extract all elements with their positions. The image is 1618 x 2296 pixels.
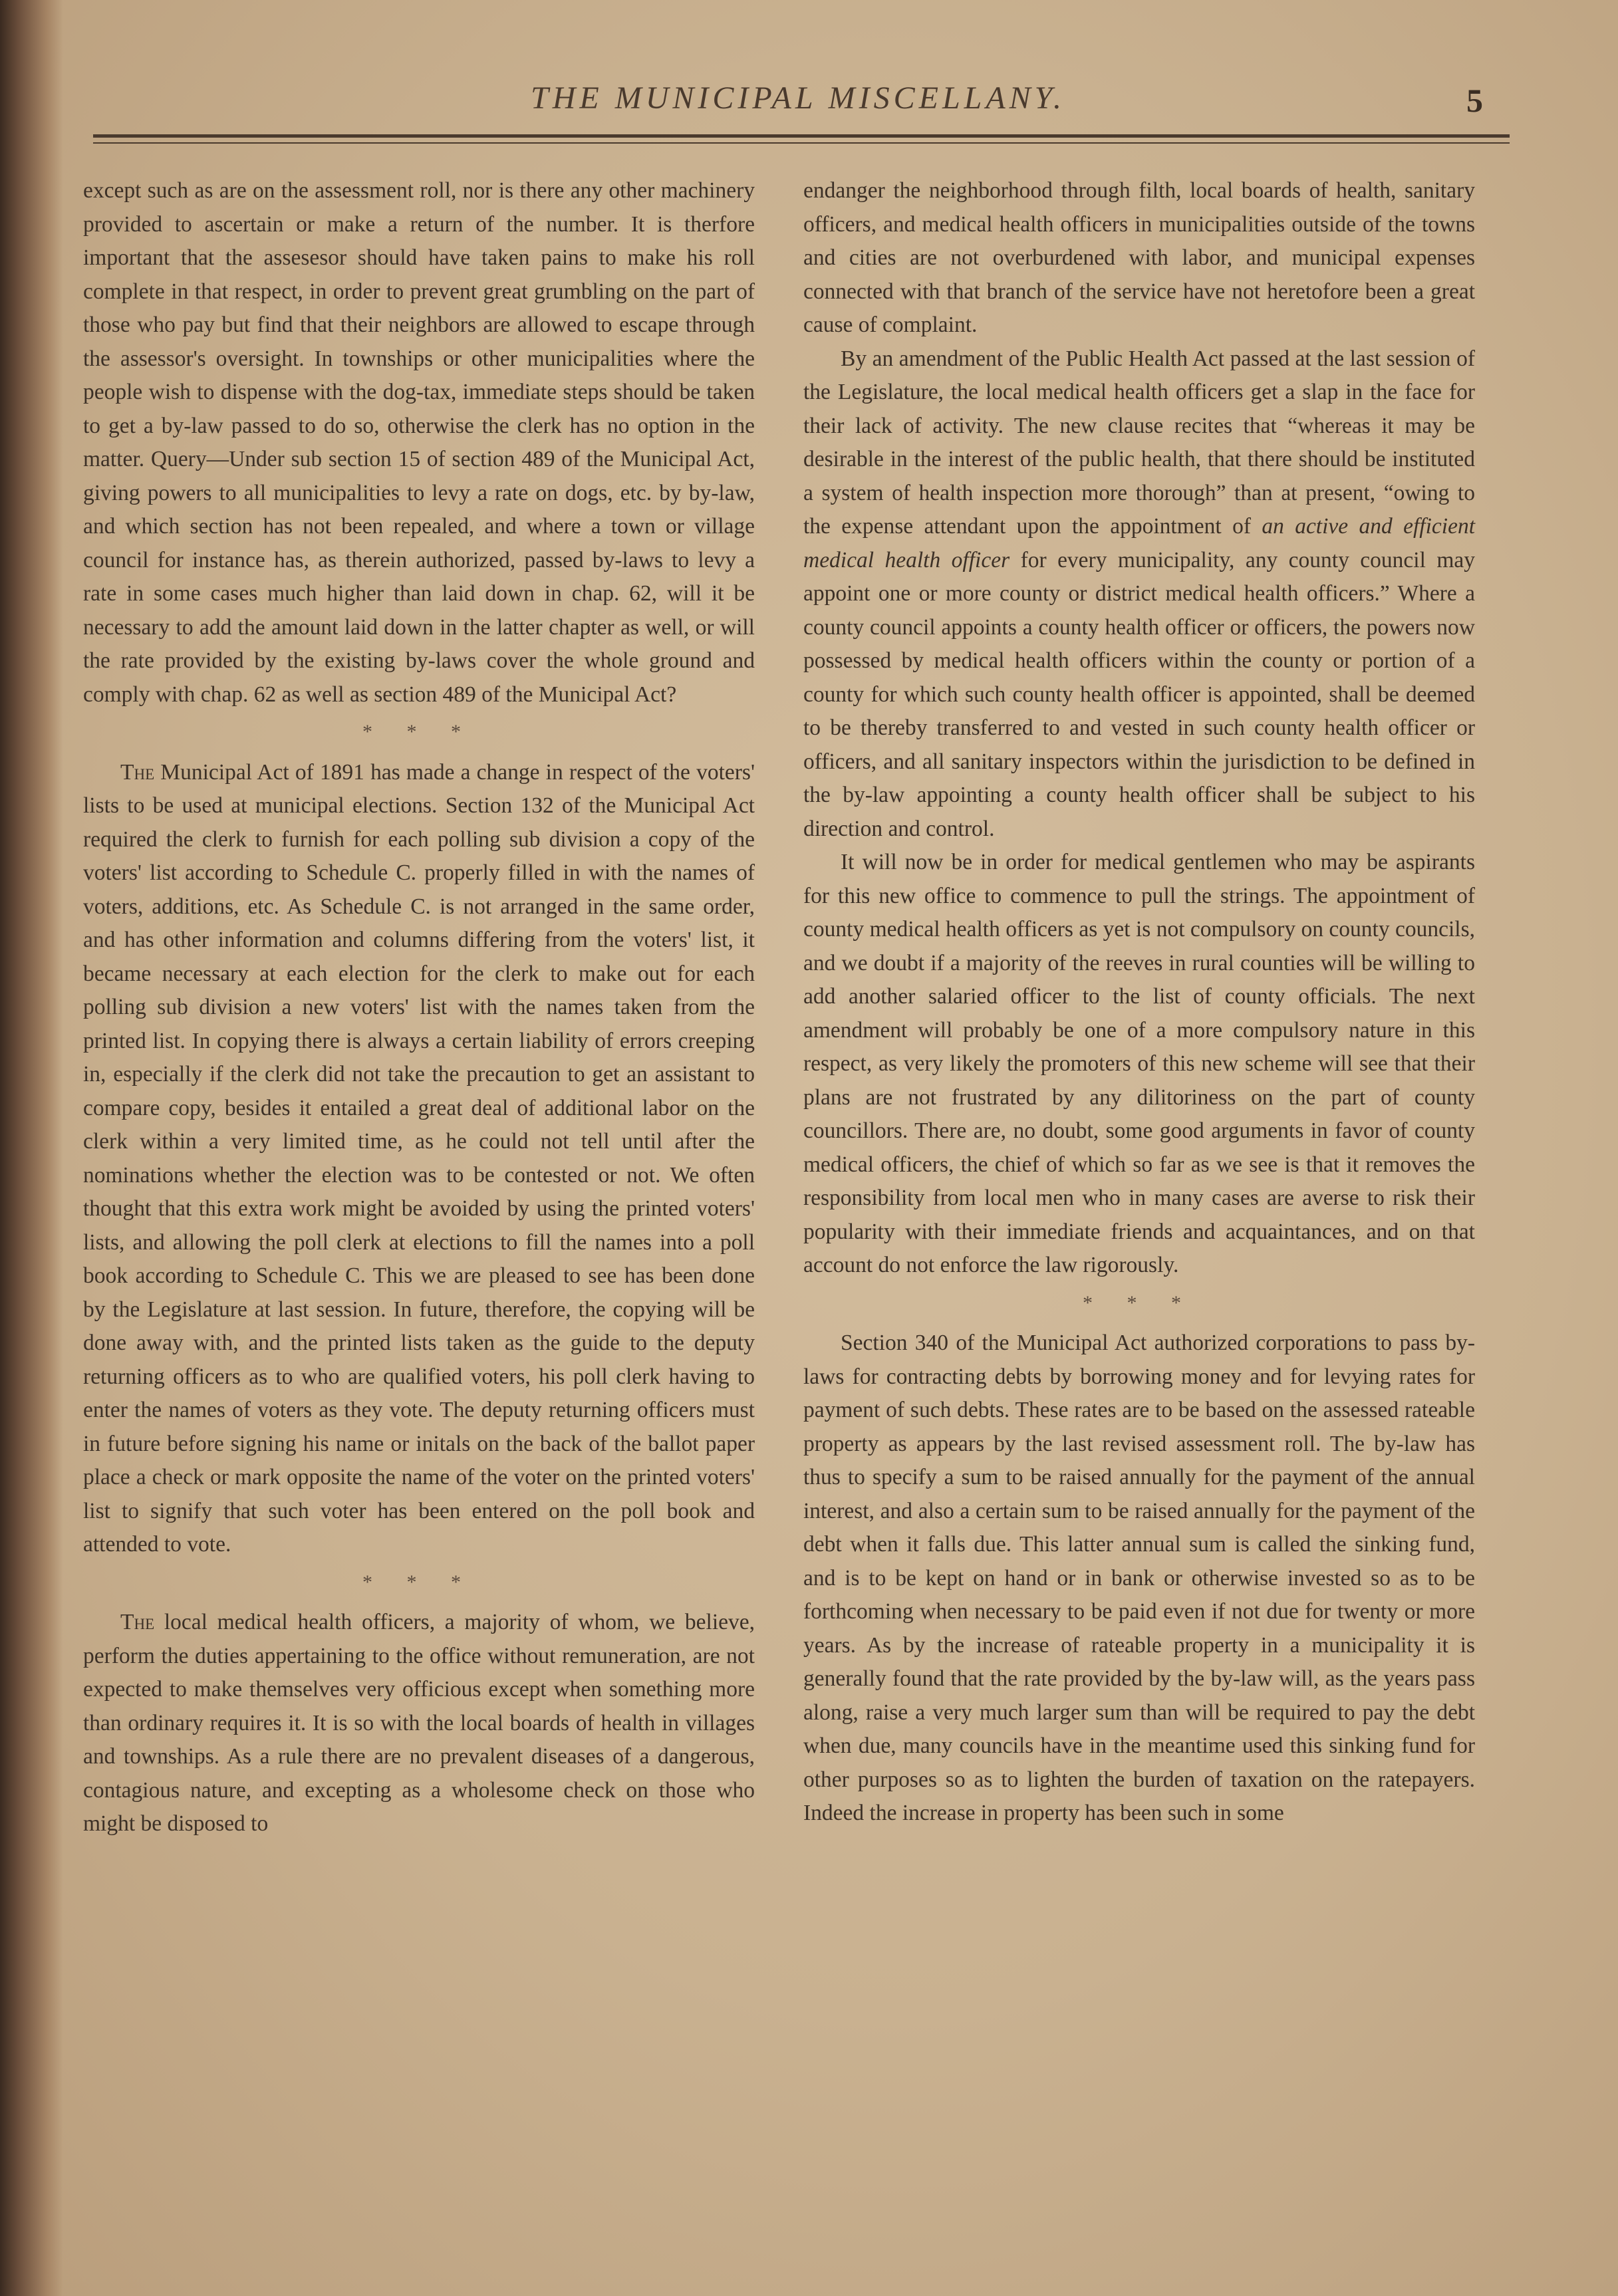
paragraph-text: By an amendment of the Public Health Act passed at the last session of the Legislature, the local medical health officers get a slap in the face for their lack of activity. The new clause recites that “whereas it may be desirable in the interest of the public health, that there should be instituted a system of health inspection more thorough” than at present, “owing to the expense attendant upon the appointment of: [803, 346, 1475, 539]
right-paragraph-4: Section 340 of the Municipal Act authorized corporations to pass by-laws for contracting debts by borrowing money and for levying rates for payment of such debts. These rates are to be based on the assessed rateable property as appears by the last revised assessment roll. The by-law has thus to specify a sum to be raised annually for the payment of the annual interest, and also a certain sum to be raised annually for the payment of the debt when it falls due. This latter annual sum is called the sinking fund, and is to be kept on hand or in bank or otherwise invested so as to be forthcoming when necessary to be paid even if not due for twenty or more years. As by the increase of rateable property in a municipality it is generally found that the rate provided by the by-law will, as the years pass along, raise a very much larger sum than will be required to pay the debt when due, many councils have in the meantime used this sinking fund for other purposes so as to lighten the burden of taxation on the ratepayers. Indeed the increase in property has been such in some: [803, 1331, 1475, 1825]
right-paragraph-1: endanger the neighborhood through filth, local boards of health, sanitary officers, and medical health officers in municipalities outside of the towns and cities are not overburdened with labor, and municipal expenses connected with that branch of the service have not heretofore been a great cause of complaint.: [803, 178, 1475, 337]
italic-phrase: an active and efficient medical health officer: [803, 514, 1475, 573]
right-paragraph-3: It will now be in order for medical gentlemen who may be aspirants for this new office to commence to pull the strings. The appointment of county medical health officers as yet is not compulsory on county councils, and we doubt if a majority of the reeves in rural counties will be willing to add another salaried officer to the list of county officials. The next amendment will probably be one of a more compulsory nature in this respect, as very likely the promoters of this new scheme will see that their plans are not frustrated by any dilitoriness on the part of county councillors. There are, no doubt, some good arguments in favor of county medical officers, the chief of which so far as we see is that it removes the responsibility from local men who in many cases are averse to risk their popularity with their immediate friends and acquaintances, and on that account do not enforce the law rigorously.: [803, 850, 1475, 1277]
header-rule-thick: [93, 134, 1510, 138]
left-column: [83, 174, 755, 1841]
right-paragraph-2: [803, 342, 1475, 846]
section-separator: * * *: [362, 1571, 475, 1593]
lead-word: The: [120, 1610, 155, 1634]
header-rule-thin: [93, 142, 1510, 144]
paragraph-body: Municipal Act of 1891 has made a change in respect of the voters' lists to be used at municipal elections. Section 132 of the Municipal Act required the clerk to furnish for each polling sub division a copy of the voters' list according to Schedule C. properly filled in with the names of voters, additions, etc. As Schedule C. is not arranged in the same order, and has other information and columns differing from the voters' list, it became necessary at each election for the clerk to make out for each polling sub division a new voters' list with the names taken from the printed list. In copying there is always a certain liability of errors creeping in, especially if the clerk did not take the precaution to get an assistant to compare copy, besides it entailed a great deal of additional labor on the clerk within a very limited time, as he could not tell until after the nominations whether the election was to be contested or not. We often thought that this extra work might be avoided by using the printed voters' lists, and allowing the poll clerk at elections to fill the names into a poll book according to Schedule C. This we are pleased to see has been done by the Legislature at last session. In future, therefore, the copying will be done away with, and the printed lists taken as the guide to the deputy returning officers as to who are qualified voters, his poll clerk having to enter the names of voters as they vote. The deputy returning officers must in future before signing his name or initals on the back of the ballot paper place a check or mark opposite the name of the voter on the printed voters' list to signify that such voter has been entered on the poll book and attended to vote.: [83, 759, 755, 1557]
left-paragraph-1: except such as are on the assessment roll, nor is there any other machinery provided to ascertain or make a return of the number. It is therfore important that the assesesor should have taken pains to make his roll complete in that respect, in order to prevent great grumbling on the part of those who pay but find that their neighbors are allowed to escape through the assessor's oversight. In townships or other municipalities where the people wish to dispense with the dog-tax, immediate steps should be taken to get a by-law passed to do so, otherwise the clerk has no option in the matter. Query—Under sub section 15 of section 489 of the Municipal Act, giving powers to all municipalities to levy a rate on dogs, etc. by by-law, and which section has not been repealed, and where a town or village council for instance has, as therein authorized, passed by-laws to levy a rate in some cases much higher than laid down in chap. 62, will it be necessary to add the amount laid down in the latter chapter as well, or will the rate provided by the existing by-laws cover the whole ground and comply with chap. 62 as well as section 489 of the Municipal Act?: [83, 178, 755, 707]
page-header: [86, 80, 1510, 146]
left-paragraph-2: [83, 756, 755, 1562]
section-separator: * * *: [1083, 1291, 1196, 1314]
page-number: 5: [1466, 82, 1483, 119]
left-paragraph-3: [83, 1606, 755, 1841]
right-column: [803, 174, 1475, 1831]
section-separator: * * *: [362, 721, 475, 743]
paragraph-body: local medical health officers, a majority of whom, we believe, perform the duties appertaining to the office without remuneration, are not expected to make themselves very officious except when something more than ordinary requires it. It is so with the local boards of health in villages and townships. As a rule there are no prevalent diseases of a dangerous, contagious nature, and excepting as a wholesome check on those who might be disposed to: [83, 1610, 755, 1836]
running-head: THE MUNICIPAL MISCELLANY.: [531, 80, 1065, 116]
book-spine-shadow: [0, 0, 63, 2296]
paragraph-text: for every municipality, any county council may appoint one or more county or district medical health officers.” Where a county council appoints a county health officer or officers, the powers now possessed by medical health officers within the county or portion of a county for which such county health officer is appointed, shall be deemed to be thereby transferred to and vested in such county health officer or officers, and all sanitary inspectors within the jurisdiction to be defined in the by-law appointing a county health officer shall be subject to his direction and control.: [803, 547, 1476, 841]
lead-word: The: [120, 759, 155, 785]
